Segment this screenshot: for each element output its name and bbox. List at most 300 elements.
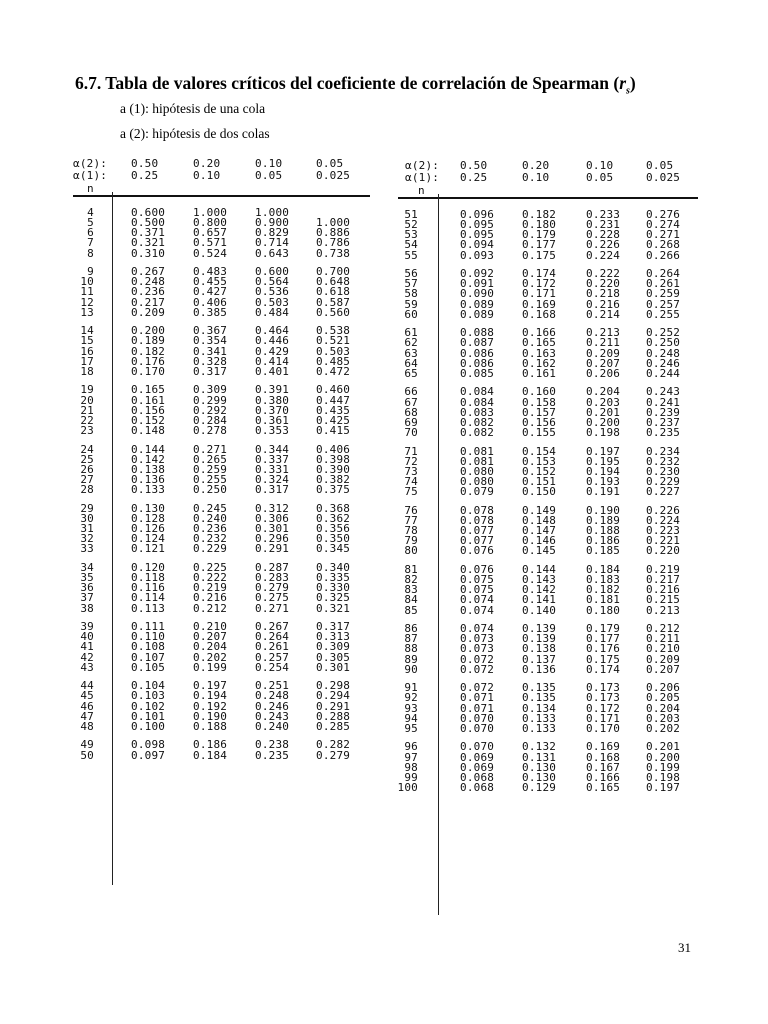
critical-value: 0.079 bbox=[460, 485, 495, 499]
critical-value: 0.105 bbox=[131, 660, 166, 674]
n-value: 19 bbox=[80, 383, 94, 397]
n-value: 53 bbox=[404, 228, 418, 242]
critical-value: 0.088 bbox=[460, 326, 495, 340]
n-value: 95 bbox=[404, 721, 418, 735]
critical-value: 0.085 bbox=[460, 366, 495, 380]
critical-value: 0.202 bbox=[646, 721, 681, 735]
n-value: 52 bbox=[404, 218, 418, 232]
alpha1-header-value: 0.10 bbox=[522, 171, 550, 184]
critical-value: 0.143 bbox=[522, 573, 557, 587]
critical-value: 0.169 bbox=[586, 740, 621, 754]
n-value: 89 bbox=[404, 652, 418, 666]
critical-value: 0.182 bbox=[586, 583, 621, 597]
critical-value: 0.124 bbox=[131, 532, 166, 546]
critical-value: 0.310 bbox=[131, 246, 166, 260]
critical-value: 0.154 bbox=[522, 444, 557, 458]
critical-value: 0.217 bbox=[646, 573, 681, 587]
critical-value: 0.118 bbox=[131, 571, 166, 585]
critical-value: 0.074 bbox=[460, 593, 495, 607]
n-value: 34 bbox=[80, 560, 94, 574]
critical-value: 0.168 bbox=[586, 750, 621, 764]
critical-value: 0.204 bbox=[586, 385, 621, 399]
n-value: 99 bbox=[404, 770, 418, 784]
n-value: 87 bbox=[404, 632, 418, 646]
critical-value: 0.371 bbox=[131, 226, 166, 240]
critical-value: 0.267 bbox=[255, 620, 290, 634]
critical-value: 0.321 bbox=[131, 236, 166, 250]
critical-value: 0.368 bbox=[316, 501, 351, 515]
critical-value: 0.152 bbox=[522, 464, 557, 478]
n-value: 100 bbox=[397, 780, 418, 794]
critical-value: 0.237 bbox=[646, 415, 681, 429]
critical-value: 0.600 bbox=[131, 206, 166, 219]
critical-value: 0.171 bbox=[522, 287, 557, 301]
critical-value: 0.401 bbox=[255, 364, 290, 378]
critical-value: 0.194 bbox=[586, 464, 621, 478]
alpha1-header-value: 0.05 bbox=[255, 169, 283, 182]
alpha1-label: α(1): bbox=[405, 171, 440, 184]
critical-value: 0.128 bbox=[131, 511, 166, 525]
n-value: 45 bbox=[80, 689, 94, 703]
n-value: 44 bbox=[80, 679, 94, 693]
n-value: 28 bbox=[80, 483, 94, 497]
critical-value: 0.142 bbox=[131, 452, 166, 466]
critical-value: 0.210 bbox=[193, 620, 228, 634]
critical-value: 0.271 bbox=[193, 442, 228, 456]
critical-value: 0.151 bbox=[522, 475, 557, 489]
critical-value: 0.240 bbox=[193, 511, 228, 525]
alpha2-header-value: 0.10 bbox=[255, 157, 283, 170]
critical-value: 0.190 bbox=[193, 709, 228, 723]
critical-value: 0.279 bbox=[255, 581, 290, 595]
critical-value: 0.216 bbox=[193, 591, 228, 605]
n-value: 21 bbox=[80, 403, 94, 417]
alpha1-header-value: 0.025 bbox=[316, 169, 351, 182]
n-value: 86 bbox=[404, 622, 418, 636]
critical-value: 0.155 bbox=[522, 426, 557, 440]
critical-value: 0.070 bbox=[460, 721, 495, 735]
critical-value: 0.133 bbox=[522, 711, 557, 725]
critical-value: 0.071 bbox=[460, 691, 495, 705]
critical-value: 0.222 bbox=[586, 267, 621, 281]
critical-value: 0.340 bbox=[316, 560, 351, 574]
critical-value: 0.524 bbox=[193, 246, 228, 260]
n-value: 64 bbox=[404, 356, 418, 370]
n-value: 92 bbox=[404, 691, 418, 705]
critical-value: 0.179 bbox=[586, 622, 621, 636]
critical-value: 0.288 bbox=[316, 709, 351, 723]
critical-value: 0.183 bbox=[586, 573, 621, 587]
critical-value: 0.202 bbox=[193, 650, 228, 664]
alpha1-header-value: 0.05 bbox=[586, 171, 614, 184]
critical-value: 0.239 bbox=[646, 405, 681, 419]
critical-value: 0.337 bbox=[255, 452, 290, 466]
critical-value: 0.317 bbox=[316, 620, 351, 634]
critical-value: 0.335 bbox=[316, 571, 351, 585]
critical-value: 0.406 bbox=[193, 295, 228, 309]
n-value: 12 bbox=[80, 295, 94, 309]
critical-value: 0.146 bbox=[522, 534, 557, 548]
n-value: 20 bbox=[80, 393, 94, 407]
n-value: 26 bbox=[80, 462, 94, 476]
critical-value: 0.252 bbox=[646, 326, 681, 340]
critical-value: 0.207 bbox=[193, 630, 228, 644]
critical-value: 0.177 bbox=[586, 632, 621, 646]
critical-value: 0.283 bbox=[255, 571, 290, 585]
n-value: 9 bbox=[87, 265, 94, 279]
critical-value: 0.210 bbox=[646, 642, 681, 656]
alpha2-header-value: 0.05 bbox=[646, 159, 674, 172]
critical-value: 0.209 bbox=[131, 305, 166, 319]
critical-value: 0.226 bbox=[646, 503, 681, 517]
critical-value: 0.182 bbox=[131, 344, 166, 358]
critical-value: 0.194 bbox=[193, 689, 228, 703]
critical-value: 0.096 bbox=[460, 208, 495, 221]
alpha2-header-value: 0.20 bbox=[522, 159, 550, 172]
critical-value: 0.521 bbox=[316, 334, 351, 348]
critical-value: 0.215 bbox=[646, 593, 681, 607]
n-value: 93 bbox=[404, 701, 418, 715]
critical-value: 0.071 bbox=[460, 701, 495, 715]
n-column-divider bbox=[438, 194, 439, 915]
critical-value: 0.259 bbox=[646, 287, 681, 301]
n-value: 51 bbox=[404, 208, 418, 221]
critical-value: 0.152 bbox=[131, 413, 166, 427]
critical-value: 0.184 bbox=[193, 748, 228, 762]
n-value: 38 bbox=[80, 601, 94, 615]
critical-value: 0.356 bbox=[316, 522, 351, 536]
n-value: 30 bbox=[80, 511, 94, 525]
alpha1-header-value: 0.25 bbox=[131, 169, 159, 182]
critical-value: 0.173 bbox=[586, 691, 621, 705]
n-value: 66 bbox=[404, 385, 418, 399]
n-value: 98 bbox=[404, 760, 418, 774]
critical-value: 0.168 bbox=[522, 307, 557, 321]
critical-value: 0.102 bbox=[131, 699, 166, 713]
critical-value: 0.200 bbox=[646, 750, 681, 764]
critical-value: 0.130 bbox=[522, 770, 557, 784]
critical-value: 0.156 bbox=[131, 403, 166, 417]
critical-value: 0.206 bbox=[586, 366, 621, 380]
critical-value: 0.248 bbox=[255, 689, 290, 703]
critical-value: 0.142 bbox=[522, 583, 557, 597]
n-value: 60 bbox=[404, 307, 418, 321]
critical-value: 0.234 bbox=[646, 444, 681, 458]
critical-value: 0.174 bbox=[586, 662, 621, 676]
critical-value: 0.084 bbox=[460, 385, 495, 399]
critical-value: 0.261 bbox=[646, 277, 681, 291]
critical-value: 1.000 bbox=[316, 216, 351, 230]
critical-value: 0.301 bbox=[316, 660, 351, 674]
critical-value: 0.321 bbox=[316, 601, 351, 615]
critical-value: 0.095 bbox=[460, 218, 495, 232]
critical-value: 0.200 bbox=[131, 324, 166, 338]
n-value: 82 bbox=[404, 573, 418, 587]
n-value: 69 bbox=[404, 415, 418, 429]
critical-value: 0.134 bbox=[522, 701, 557, 715]
critical-value: 0.191 bbox=[586, 485, 621, 499]
critical-value: 0.233 bbox=[586, 208, 621, 221]
n-value: 18 bbox=[80, 364, 94, 378]
critical-value: 0.148 bbox=[131, 424, 166, 438]
critical-value: 0.199 bbox=[193, 660, 228, 674]
critical-value: 0.325 bbox=[316, 591, 351, 605]
n-header: n bbox=[418, 184, 425, 197]
critical-value: 0.199 bbox=[646, 760, 681, 774]
critical-value: 0.216 bbox=[586, 297, 621, 311]
critical-value: 0.225 bbox=[193, 560, 228, 574]
critical-value: 0.391 bbox=[255, 383, 290, 397]
n-value: 27 bbox=[80, 473, 94, 487]
critical-value: 0.110 bbox=[131, 630, 166, 644]
critical-value: 0.209 bbox=[586, 346, 621, 360]
critical-value: 0.222 bbox=[193, 571, 228, 585]
critical-value: 0.097 bbox=[131, 748, 166, 762]
critical-value: 0.425 bbox=[316, 413, 351, 427]
critical-value: 0.370 bbox=[255, 403, 290, 417]
critical-value: 0.133 bbox=[522, 721, 557, 735]
n-value: 11 bbox=[80, 285, 94, 299]
critical-value: 0.284 bbox=[193, 413, 228, 427]
critical-value: 0.157 bbox=[522, 405, 557, 419]
critical-value: 0.354 bbox=[193, 334, 228, 348]
n-value: 7 bbox=[87, 236, 94, 250]
critical-value: 0.261 bbox=[255, 640, 290, 654]
n-value: 39 bbox=[80, 620, 94, 634]
critical-value: 0.141 bbox=[522, 593, 557, 607]
critical-value: 0.090 bbox=[460, 287, 495, 301]
critical-value: 0.429 bbox=[255, 344, 290, 358]
critical-value: 0.094 bbox=[460, 238, 495, 252]
critical-value: 0.571 bbox=[193, 236, 228, 250]
critical-value: 0.285 bbox=[316, 719, 351, 733]
alpha2-header-value: 0.50 bbox=[131, 157, 159, 170]
n-value: 14 bbox=[80, 324, 94, 338]
critical-value: 0.103 bbox=[131, 689, 166, 703]
critical-value: 0.227 bbox=[646, 485, 681, 499]
critical-value: 0.618 bbox=[316, 285, 351, 299]
n-value: 80 bbox=[404, 544, 418, 558]
critical-value: 0.291 bbox=[316, 699, 351, 713]
critical-value: 0.084 bbox=[460, 395, 495, 409]
critical-value: 0.648 bbox=[316, 275, 351, 289]
n-value: 70 bbox=[404, 426, 418, 440]
critical-value: 0.077 bbox=[460, 534, 495, 548]
critical-value: 0.414 bbox=[255, 354, 290, 368]
critical-value: 0.255 bbox=[193, 473, 228, 487]
critical-value: 0.331 bbox=[255, 462, 290, 476]
n-value: 16 bbox=[80, 344, 94, 358]
critical-value: 0.072 bbox=[460, 681, 495, 695]
critical-value: 0.175 bbox=[586, 652, 621, 666]
n-value: 57 bbox=[404, 277, 418, 291]
critical-value: 0.220 bbox=[586, 277, 621, 291]
critical-value: 0.246 bbox=[255, 699, 290, 713]
one-tail-note: a (1): hipótesis de una cola bbox=[120, 101, 266, 116]
critical-value: 0.150 bbox=[522, 485, 557, 499]
critical-value: 0.886 bbox=[316, 226, 351, 240]
critical-value: 0.171 bbox=[586, 711, 621, 725]
critical-value: 0.086 bbox=[460, 346, 495, 360]
critical-value: 0.299 bbox=[193, 393, 228, 407]
critical-value: 0.274 bbox=[646, 218, 681, 232]
critical-value: 0.276 bbox=[646, 208, 681, 221]
critical-value: 0.229 bbox=[193, 542, 228, 556]
critical-value: 0.305 bbox=[316, 650, 351, 664]
critical-value: 0.148 bbox=[522, 513, 557, 527]
n-value: 58 bbox=[404, 287, 418, 301]
critical-value: 0.246 bbox=[646, 356, 681, 370]
critical-value: 0.800 bbox=[193, 216, 228, 230]
alpha2-header-value: 0.20 bbox=[193, 157, 221, 170]
critical-value: 0.564 bbox=[255, 275, 290, 289]
critical-value: 0.114 bbox=[131, 591, 166, 605]
critical-value: 0.219 bbox=[193, 581, 228, 595]
n-value: 72 bbox=[404, 454, 418, 468]
critical-value: 0.353 bbox=[255, 424, 290, 438]
critical-value: 0.201 bbox=[646, 740, 681, 754]
n-value: 8 bbox=[87, 246, 94, 260]
n-value: 24 bbox=[80, 442, 94, 456]
n-value: 63 bbox=[404, 346, 418, 360]
critical-value: 0.380 bbox=[255, 393, 290, 407]
critical-value: 0.236 bbox=[193, 522, 228, 536]
critical-value: 0.267 bbox=[131, 265, 166, 279]
n-value: 5 bbox=[87, 216, 94, 230]
critical-value: 0.138 bbox=[131, 462, 166, 476]
critical-value: 0.224 bbox=[646, 513, 681, 527]
critical-value: 0.089 bbox=[460, 297, 495, 311]
n-value: 22 bbox=[80, 413, 94, 427]
critical-value: 0.126 bbox=[131, 522, 166, 536]
critical-value: 0.072 bbox=[460, 662, 495, 676]
critical-value: 0.235 bbox=[255, 748, 290, 762]
critical-value: 0.219 bbox=[646, 562, 681, 576]
critical-value: 0.211 bbox=[646, 632, 681, 646]
critical-value: 0.135 bbox=[522, 681, 557, 695]
critical-value: 0.098 bbox=[131, 738, 166, 752]
critical-value: 0.294 bbox=[316, 689, 351, 703]
critical-value: 0.236 bbox=[131, 285, 166, 299]
critical-value: 0.139 bbox=[522, 622, 557, 636]
critical-value: 0.169 bbox=[522, 297, 557, 311]
page-title: 6.7. Tabla de valores críticos del coeficiente de correlación de Spearman $(r_s)$ bbox=[75, 73, 636, 97]
n-value: 77 bbox=[404, 513, 418, 527]
critical-value: 0.275 bbox=[255, 591, 290, 605]
n-value: 91 bbox=[404, 681, 418, 695]
critical-value: 0.170 bbox=[586, 721, 621, 735]
critical-value: 0.095 bbox=[460, 228, 495, 242]
critical-value: 0.350 bbox=[316, 532, 351, 546]
n-value: 54 bbox=[404, 238, 418, 252]
n-value: 59 bbox=[404, 297, 418, 311]
n-value: 88 bbox=[404, 642, 418, 656]
critical-value: 0.073 bbox=[460, 642, 495, 656]
n-value: 29 bbox=[80, 501, 94, 515]
critical-value: 0.197 bbox=[646, 780, 681, 794]
critical-value: 0.092 bbox=[460, 267, 495, 281]
critical-value: 0.076 bbox=[460, 544, 495, 558]
critical-value: 0.213 bbox=[586, 326, 621, 340]
critical-value: 0.075 bbox=[460, 583, 495, 597]
critical-value: 0.230 bbox=[646, 464, 681, 478]
critical-value: 0.204 bbox=[193, 640, 228, 654]
n-value: 71 bbox=[404, 444, 418, 458]
n-value: 4 bbox=[87, 206, 94, 219]
critical-value: 0.483 bbox=[193, 265, 228, 279]
critical-value: 0.133 bbox=[131, 483, 166, 497]
critical-value: 0.192 bbox=[193, 699, 228, 713]
two-tail-note: a (2): hipótesis de dos colas bbox=[120, 126, 270, 141]
critical-value: 0.829 bbox=[255, 226, 290, 240]
critical-value: 0.170 bbox=[131, 364, 166, 378]
critical-value: 0.221 bbox=[646, 534, 681, 548]
critical-value: 0.503 bbox=[255, 295, 290, 309]
critical-value: 0.265 bbox=[193, 452, 228, 466]
critical-value: 0.341 bbox=[193, 344, 228, 358]
critical-value: 0.536 bbox=[255, 285, 290, 299]
critical-value: 0.165 bbox=[586, 780, 621, 794]
critical-value: 0.232 bbox=[646, 454, 681, 468]
critical-value: 0.600 bbox=[255, 265, 290, 279]
critical-value: 0.254 bbox=[255, 660, 290, 674]
n-value: 23 bbox=[80, 424, 94, 438]
critical-value: 0.317 bbox=[193, 364, 228, 378]
critical-value: 0.080 bbox=[460, 475, 495, 489]
n-value: 36 bbox=[80, 581, 94, 595]
critical-value: 0.197 bbox=[586, 444, 621, 458]
critical-value: 0.309 bbox=[316, 640, 351, 654]
critical-value: 0.212 bbox=[193, 601, 228, 615]
critical-value: 0.257 bbox=[255, 650, 290, 664]
critical-value: 0.167 bbox=[586, 760, 621, 774]
critical-value: 0.108 bbox=[131, 640, 166, 654]
header-rule bbox=[398, 197, 698, 199]
critical-value: 0.714 bbox=[255, 236, 290, 250]
alpha1-header-value: 0.10 bbox=[193, 169, 221, 182]
critical-value: 0.189 bbox=[586, 513, 621, 527]
critical-value: 0.240 bbox=[255, 719, 290, 733]
critical-value: 0.201 bbox=[586, 405, 621, 419]
critical-value: 0.446 bbox=[255, 334, 290, 348]
page-number: 31 bbox=[678, 940, 691, 955]
n-value: 83 bbox=[404, 583, 418, 597]
critical-value: 0.129 bbox=[522, 780, 557, 794]
n-value: 37 bbox=[80, 591, 94, 605]
alpha2-header-value: 0.05 bbox=[316, 157, 344, 170]
n-value: 67 bbox=[404, 395, 418, 409]
critical-value: 0.223 bbox=[646, 524, 681, 538]
critical-value: 0.472 bbox=[316, 364, 351, 378]
critical-value: 0.271 bbox=[646, 228, 681, 242]
critical-value: 0.074 bbox=[460, 603, 495, 617]
critical-value: 0.587 bbox=[316, 295, 351, 309]
n-value: 31 bbox=[80, 522, 94, 536]
alpha2-header-value: 0.50 bbox=[460, 159, 488, 172]
critical-value: 0.093 bbox=[460, 248, 495, 262]
critical-value: 0.390 bbox=[316, 462, 351, 476]
critical-value: 0.291 bbox=[255, 542, 290, 556]
n-value: 50 bbox=[80, 748, 94, 762]
critical-value: 0.198 bbox=[646, 770, 681, 784]
n-value: 6 bbox=[87, 226, 94, 240]
critical-value: 0.080 bbox=[460, 464, 495, 478]
critical-value: 0.213 bbox=[646, 603, 681, 617]
critical-value: 0.078 bbox=[460, 513, 495, 527]
critical-value: 0.228 bbox=[586, 228, 621, 242]
critical-value: 0.131 bbox=[522, 750, 557, 764]
critical-value: 0.344 bbox=[255, 442, 290, 456]
